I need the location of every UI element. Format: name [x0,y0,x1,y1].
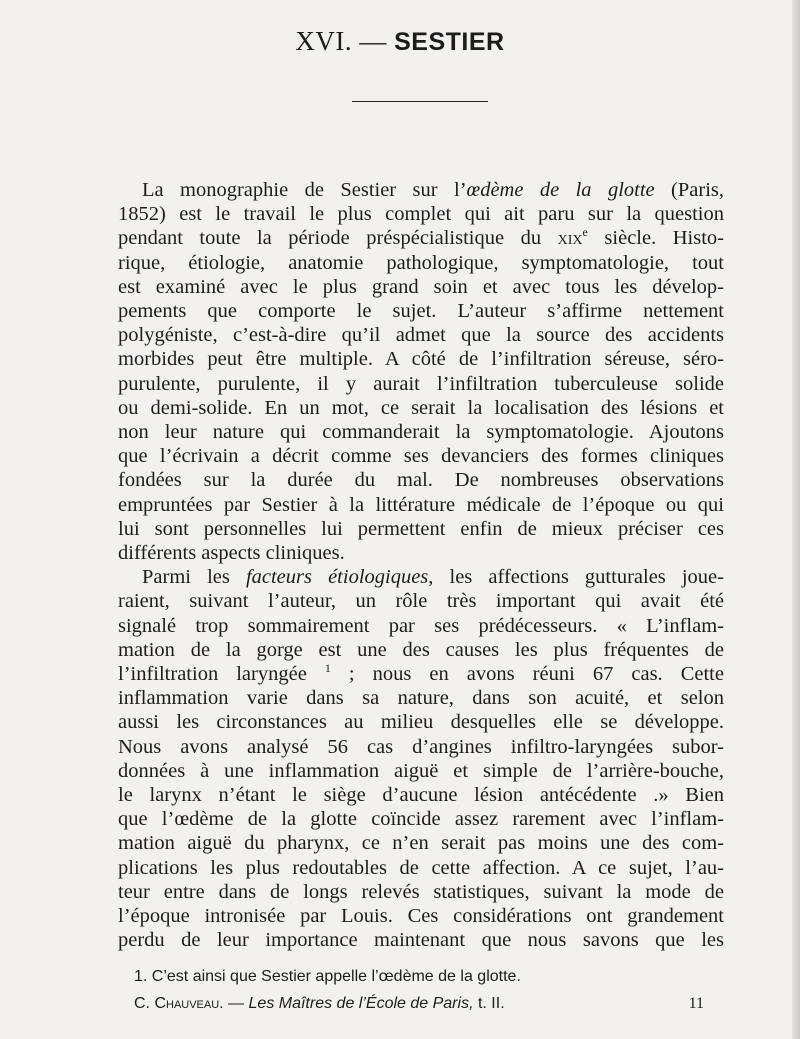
text-line: fondées sur la durée du mal. De nombreuses observations [118,469,724,492]
text-line: mation aiguë du pharynx, ce n’en serait pas moins une des com- [118,832,724,855]
text-line: pendant toute la période préspécialistique du xix$^e$ siècle. Histo- [118,225,724,250]
text-line: teur entre dans de longs relevés statistiques, suivant la mode de [118,880,724,903]
text-line: pements que comporte le sujet. L’auteur s’affirme nettement [118,300,724,323]
text-line: Nous avons analysé 56 cas d’angines infiltro-laryngées subor- [118,735,724,758]
text-line: l’infiltration laryngée $^1$ ; nous en avons réuni 67 cas. Cette [118,661,724,686]
signature-volume: t. II. [473,995,505,1012]
footnote-marker: 1 [324,661,331,676]
text-line: perdu de leur importance maintenant que nous savons que les [118,929,724,952]
text-line: aussi les circonstances au milieu desquelles elle se développe. [118,711,724,734]
footnotes [118,963,724,1017]
text-line: morbides peut être multiple. A côté de l’infiltration séreuse, séro- [118,348,724,371]
text-line: signalé trop sommairement par ses prédécesseurs. « L’inflam- [118,614,724,637]
text-line: rique, étiologie, anatomie pathologique, symptomatologie, tout [118,251,724,274]
text-line: raient, suivant l’auteur, un rôle très important qui avait été [118,590,724,613]
text-line: inflammation varie dans sa nature, dans son acuité, et selon [118,687,724,710]
text-line: le larynx n’étant le siège d’aucune lésion antécédente .» Bien [118,784,724,807]
text-line: La monographie de Sestier sur l’œdème de la glotte (Paris, [142,179,725,201]
text-line: purulente, purulente, il y aurait l’infiltration tuberculeuse solide [118,372,724,395]
text-line: est examiné avec le plus grand soin et avec tous les dévelop- [118,275,724,298]
text-line: que l’œdème de la glotte coïncide assez rarement avec l’inflam- [118,808,724,831]
italic-phrase: facteurs étiologiques [245,566,429,589]
text-line: mation de la gorge est une des causes les plus fréquentes de [118,638,724,661]
paragraph-2 [118,565,724,952]
page-edge [792,0,800,1039]
text-line: plications les plus redoutables de cette affection. A ce sujet, l’au- [118,856,724,879]
signature-line: C. Chauveau. — Les Maîtres de l’École de Paris, t. II. 11 [118,990,724,1017]
signature-author: C. Chauveau. [134,995,224,1012]
text-line: polygéniste, c’est-à-dire qu’il admet que la source des accidents [118,324,724,347]
chapter-numeral: XVI. — [295,26,387,56]
text-line: l’époque intronisée par Louis. Ces considérations ont grandement [118,905,724,928]
text-line: différents aspects cliniques. [118,542,345,565]
text-line: empruntées par Sestier à la littérature médicale de l’époque ou qui [118,493,724,516]
title-rule [352,101,488,102]
italic-title: œdème de la glotte [466,179,655,201]
body-text [118,178,724,953]
text-line: ou demi-solide. En un mot, ce serait la localisation des lésions et [118,396,724,419]
footnote-1: 1. C’est ainsi que Sestier appelle l’œdème de la glotte. [134,968,521,985]
text-line: non leur nature qui commanderait la symptomatologie. Ajoutons [118,421,724,444]
text-line: lui sont personnelles lui permettent enfin de mieux préciser ces [118,517,724,540]
chapter-title [0,26,800,57]
paragraph-1 [118,178,724,565]
chapter-name: SESTIER [394,28,505,56]
text-line: 1852) est le travail le plus complet qui ait paru sur la question [118,203,724,226]
signature-work: Les Maîtres de l’École de Paris, [248,995,474,1012]
page-number: 11 [688,995,704,1012]
text-line: données à une inflammation aiguë et simple de l’arrière-bouche, [118,759,724,782]
text-line: que l’écrivain a décrit comme ses devanciers des formes cliniques [118,445,724,468]
text-line: Parmi les facteurs étiologiques, les affections gutturales joue- [142,566,724,589]
